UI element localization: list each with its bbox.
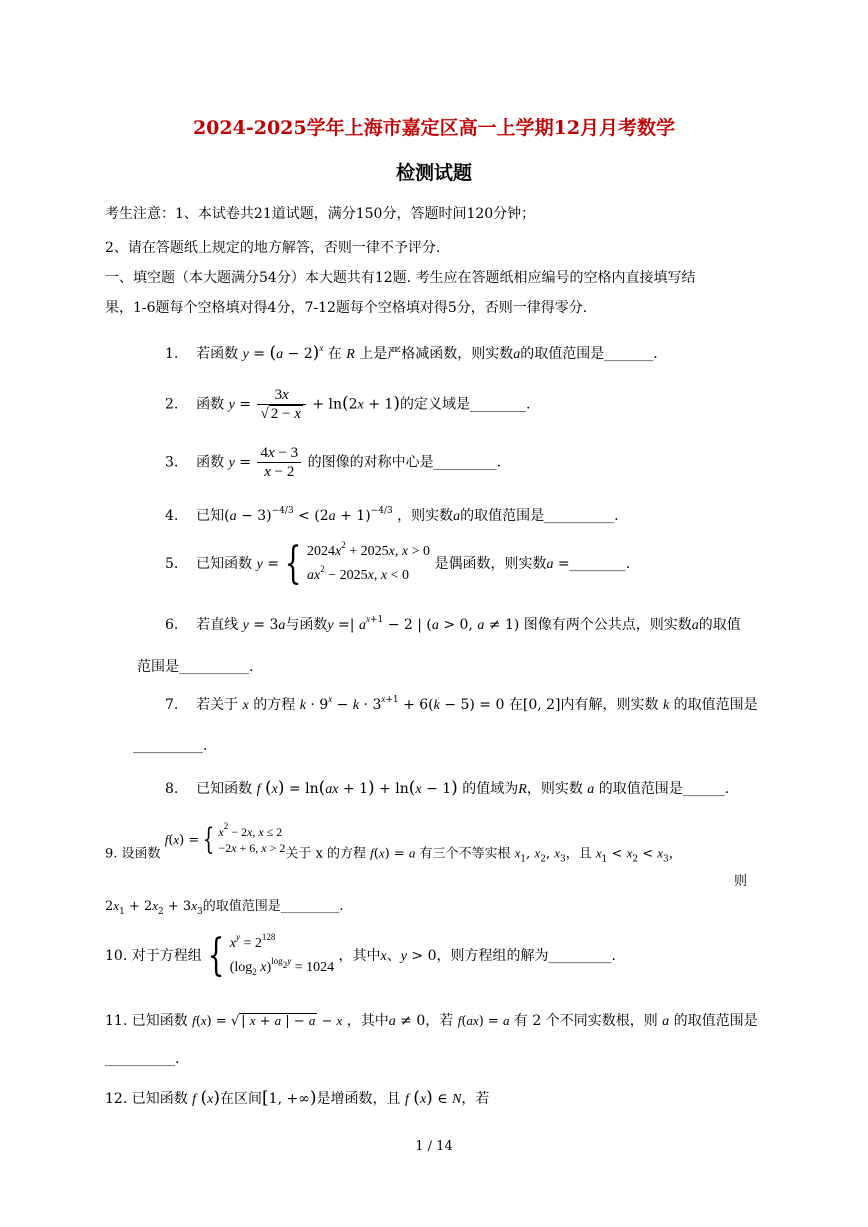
question-7-blank: __________.: [133, 738, 208, 754]
question-9: 9. 设函数 f(x) = { $x^2 - 2x$, x ≤ 2 −2x + 6, x > 2关于 x 的方程 f(x) = a 有三个不等实根 $x_1$, $x_2$, $x_3$，且 $x_1 < x_2 < x_3$，: [105, 821, 682, 865]
question-2: 2. 函数 y = $\frac{3x}{√ 2 - x}$ + ln(2x + 1)的定义域是________.: [165, 387, 531, 422]
notice-line-1: 考生注意：1、本试卷共21道试题，满分150分，答题时间120分钟；: [105, 206, 536, 222]
question-9-line-2: $2x_1 + 2x_2 + 3x_3$的取值范围是_________.: [105, 898, 344, 917]
question-3: 3. 函数 y = $\frac{4x - 3}{x - 2}$ 的图像的对称中心是_________.: [165, 445, 502, 480]
question-12: 12. 已知函数 f (x)在区间[1, +∞)是增函数，且 f (x) ∈ N，若: [105, 1088, 490, 1108]
question-11-blank: __________.: [105, 1051, 180, 1067]
page-number: 1 / 14: [415, 1139, 453, 1154]
question-7: 7. 若关于 x 的方程 $k \cdot 9^x - k \cdot 3^{x+1} + 6(k - 5) = 0$ 在[0, 2]内有解，则实数 k 的取值范围是: [165, 694, 758, 713]
question-5: 5. 已知函数 y = { $2024x^2 + 2025x$, x > 0 $ax^2 - 2025x$, x < 0 是偶函数，则实数a =________.: [165, 538, 631, 589]
question-4: 4. 已知$(a - 3)^{-4/3} < (2a + 1)^{-4/3}$ ，则实数a的取值范围是__________.: [165, 506, 619, 524]
question-11: 11. 已知函数 f(x) = √ | x + a | − a − x ，其中a ≠ 0，若 f(ax) = a 有 2 个不同实数根，则 a 的取值范围是: [105, 1013, 758, 1029]
section-instruction-1: 一、填空题（本大题满分54分）本大题共有12题. 考生应在答题纸相应编号的空格内直接填写结: [105, 270, 696, 286]
question-8: 8. 已知函数 f (x) = ln(ax + 1) + ln(x − 1) 的值域为R，则实数 a 的取值范围是______.: [165, 778, 730, 798]
section-instruction-2: 果，1-6题每个空格填对得4分，7-12题每个空格填对得5分，否则一律得零分.: [105, 300, 588, 316]
question-6: 6. 若直线 y = 3a与函数y =| $a^{x+1} - 2$ | (a > 0, a ≠ 1) 图像有两个公共点，则实数a的取值: [165, 614, 741, 633]
notice-line-2: 2、请在答题纸上规定的地方解答，否则一律不予评分.: [105, 240, 441, 256]
question-10: 10. 对于方程组 { $x^y = 2^{128}$ ($\log_2$ x)$^{log_2y}$ = 1024 ，其中x、y > 0，则方程组的解为_________.: [105, 930, 616, 981]
page-subtitle: 检测试题: [395, 162, 472, 184]
question-1: 1. 若函数 $y = (a - 2)^x$ 在 R 上是严格减函数，则实数a的取值范围是_______.: [165, 343, 658, 363]
question-6-continued: 范围是__________.: [137, 659, 254, 675]
question-9-continuation: 则: [734, 874, 748, 889]
page-title: 2024-2025学年上海市嘉定区高一上学期12月月考数学: [192, 117, 676, 139]
